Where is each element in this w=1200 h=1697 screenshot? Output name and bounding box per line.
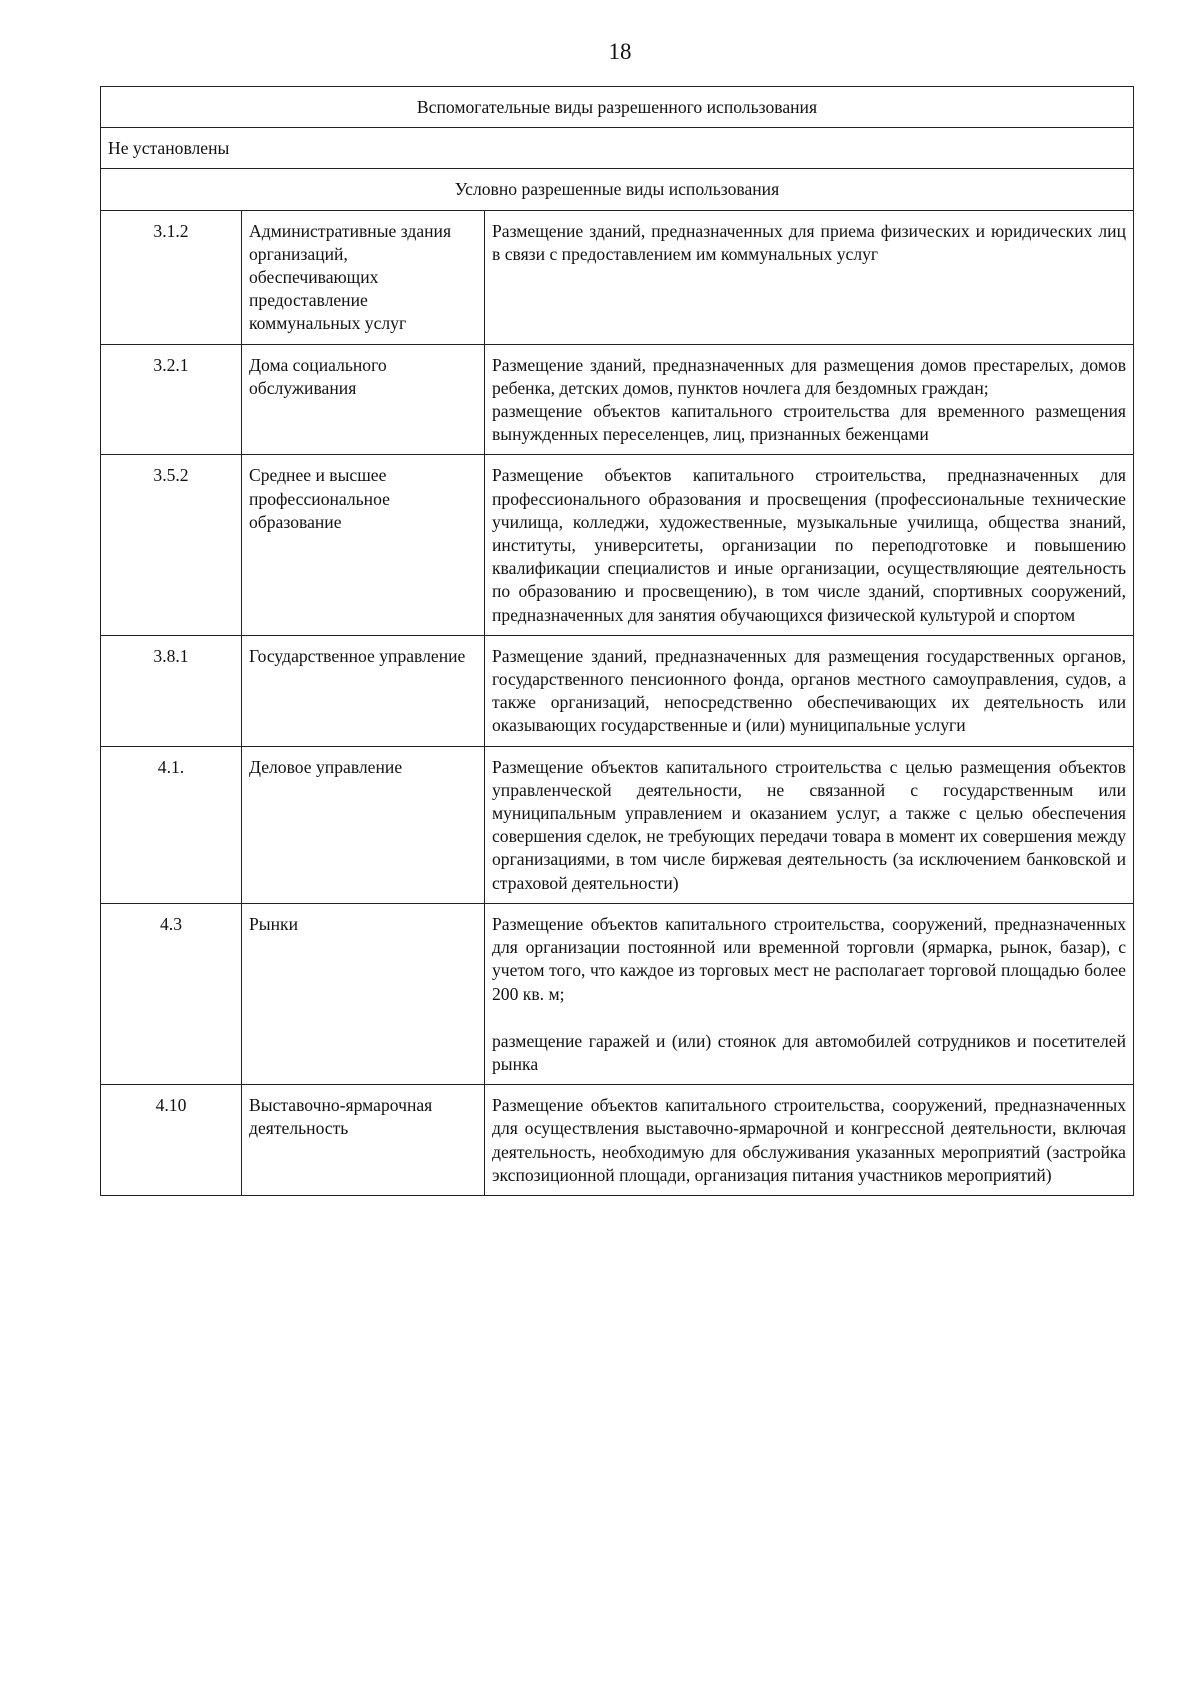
use-code: 3.2.1 bbox=[101, 344, 242, 455]
use-name: Рынки bbox=[242, 903, 485, 1084]
land-use-table bbox=[100, 86, 1134, 1196]
table-row bbox=[101, 210, 1134, 344]
description-paragraph: Размещение объектов капитального строительства с целью размещения объектов управленческой деятельности, не связанной с государственным или муниципальным управлением и оказанием услуг, а также с целью обеспечения совершения сделок, не требующих передачи товара в момент их совершения между организациями, в том числе биржевая деятельность (за исключением банковской и страховой деятельности) bbox=[492, 756, 1126, 893]
table-row bbox=[101, 455, 1134, 635]
description-paragraph: Размещение объектов капитального строительства, предназначенных для профессионального образования и просвещения (профессиональные технические училища, колледжи, художественные, музыкальные училища, общества знаний, институты, университеты, организации по переподготовке и повышению квалификации специалистов и иные организации, осуществляющие деятельность по образованию и просвещению), в том числе зданий, спортивных сооружений, предназначенных для занятия обучающихся физической культурой и спортом bbox=[492, 465, 1126, 625]
use-code: 3.8.1 bbox=[101, 635, 242, 746]
description-paragraph: Размещение зданий, предназначенных для размещения домов престарелых, домов ребенка, детских домов, пунктов ночлега для бездомных граждан; bbox=[492, 354, 1126, 398]
use-name: Деловое управление bbox=[242, 746, 485, 903]
description-paragraph: Размещение зданий, предназначенных для размещения государственных органов, государственного пенсионного фонда, органов местного самоуправления, судов, а также организаций, непосредственно обеспечивающих их деятельность или оказывающих государственные и (или) муниципальные услуги bbox=[492, 645, 1126, 736]
description-paragraph: размещение объектов капитального строительства для временного размещения вынужденных переселенцев, лиц, признанных беженцами bbox=[492, 401, 1126, 445]
use-code: 4.10 bbox=[101, 1085, 242, 1196]
use-description bbox=[485, 344, 1134, 455]
use-name: Дома социального обслуживания bbox=[242, 344, 485, 455]
use-description bbox=[485, 746, 1134, 903]
description-paragraph: Размещение объектов капитального строительства, сооружений, предназначенных для организации постоянной или временной торговли (ярмарка, рынок, базар), с учетом того, что каждое из торговых мест не располагает торговой площадью более 200 кв. м; bbox=[492, 913, 1126, 1004]
use-name: Государственное управление bbox=[242, 635, 485, 746]
use-description bbox=[485, 210, 1134, 344]
auxiliary-header-row bbox=[101, 87, 1134, 128]
description-paragraph: размещение гаражей и (или) стоянок для автомобилей сотрудников и посетителей рынка bbox=[492, 1030, 1126, 1074]
table-row bbox=[101, 1085, 1134, 1196]
description-paragraph: Размещение зданий, предназначенных для приема физических и юридических лиц в связи с предоставлением им коммунальных услуг bbox=[492, 220, 1126, 264]
table-row bbox=[101, 746, 1134, 903]
use-description bbox=[485, 455, 1134, 635]
use-name: Административные здания организаций, обеспечивающих предоставление коммунальных услуг bbox=[242, 210, 485, 344]
table-row bbox=[101, 344, 1134, 455]
use-description bbox=[485, 903, 1134, 1084]
use-code: 4.3 bbox=[101, 903, 242, 1084]
auxiliary-value-row bbox=[101, 128, 1134, 169]
conditional-header-row bbox=[101, 169, 1134, 210]
use-code: 4.1. bbox=[101, 746, 242, 903]
table-row bbox=[101, 635, 1134, 746]
use-description bbox=[485, 635, 1134, 746]
description-paragraph: Размещение объектов капитального строительства, сооружений, предназначенных для осуществления выставочно-ярмарочной и конгрессной деятельности, включая деятельность, необходимую для обслуживания указанных мероприятий (застройка экспозиционной площади, организация питания участников мероприятий) bbox=[492, 1095, 1126, 1185]
auxiliary-section-value: Не установлены bbox=[101, 128, 1134, 169]
use-code: 3.5.2 bbox=[101, 455, 242, 635]
use-name: Выставочно-ярмарочная деятельность bbox=[242, 1085, 485, 1196]
use-description bbox=[485, 1085, 1134, 1196]
use-name: Среднее и высшее профессиональное образование bbox=[242, 455, 485, 635]
auxiliary-section-header: Вспомогательные виды разрешенного использования bbox=[101, 87, 1134, 128]
conditional-section-header: Условно разрешенные виды использования bbox=[101, 169, 1134, 210]
page-number: 18 bbox=[608, 39, 632, 64]
table-row bbox=[101, 903, 1134, 1084]
use-code: 3.1.2 bbox=[101, 210, 242, 344]
